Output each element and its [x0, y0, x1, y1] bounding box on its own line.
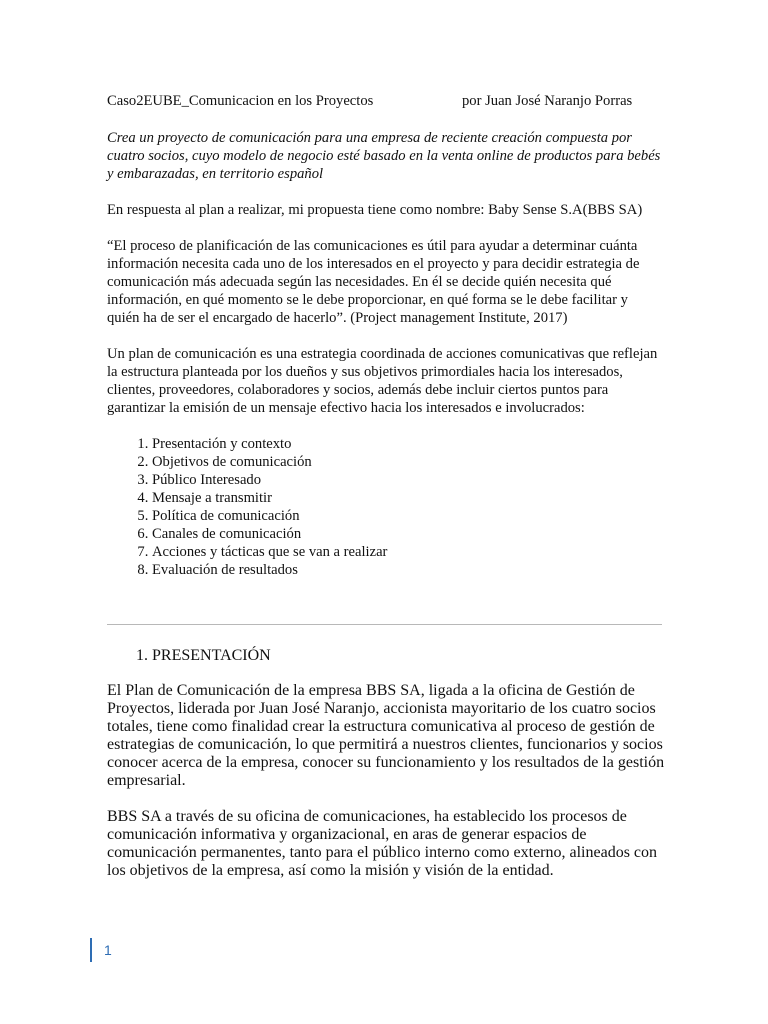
list-item: 7. Acciones y tácticas que se van a realizar — [152, 543, 661, 561]
assignment-prompt: Crea un proyecto de comunicación para una empresa de reciente creación compuesta por cuatro socios, cuyo modelo de negocio esté basado en la venta online de productos para bebés y embarazadas, en territorio español — [107, 130, 661, 182]
section-heading: 1. PRESENTACIÓN — [152, 647, 667, 665]
list-item: 1. Presentación y contexto — [152, 435, 661, 453]
proposal-paragraph: En respuesta al plan a realizar, mi propuesta tiene como nombre: Baby Sense S.A(BBS SA) — [107, 202, 643, 218]
document-title: Caso2EUBE_Comunicacion en los Proyectos — [107, 93, 374, 109]
page-footer — [90, 938, 112, 962]
document-author: por Juan José Naranjo Porras — [462, 93, 633, 109]
plan-points-list — [107, 435, 661, 579]
list-item: 5. Política de comunicación — [152, 507, 661, 525]
list-item: 8. Evaluación de resultados — [152, 561, 661, 579]
quote-paragraph: “El proceso de planificación de las comunicaciones es útil para ayudar a determinar cuánta información necesita cada uno de los interesados en el proyecto y para decidir estrategia de comunicación más adecuada según las necesidades. En él se decide quién necesita qué información, en qué momento se le debe proporcionar, en qué forma se le debe facilitar y quién ha de ser el encargado de hacerlo”. (Project management Institute, 2017) — [107, 238, 640, 326]
list-item: 4. Mensaje a transmitir — [152, 489, 661, 507]
section-divider — [107, 624, 662, 625]
footer-accent-bar — [90, 938, 92, 962]
plan-paragraph: Un plan de comunicación es una estrategia coordinada de acciones comunicativas que reflejan la estructura planteada por los dueños y sus objetivos primordiales hacia los interesados, clientes, proveedores, colaboradores y socios, además debe incluir ciertos puntos para garantizar la emisión de un mensaje efectivo hacia los interesados e involucrados: — [107, 346, 658, 416]
section-paragraph: El Plan de Comunicación de la empresa BBS SA, ligada a la oficina de Gestión de Proyectos, liderada por Juan José Naranjo, accionista mayoritario de los cuatro socios totales, tiene como finalidad crear la estructura comunicativa al proceso de gestión de estrategias de comunicación, lo que permitirá a nuestros clientes, funcionarios y socios conocer acerca de la empresa, conocer su funcionamiento y los resultados de la gestión empresarial. — [107, 682, 665, 789]
presentation-section — [107, 647, 667, 880]
list-item: 6. Canales de comunicación — [152, 525, 661, 543]
page-number: 1 — [104, 942, 112, 958]
list-item: 2. Objetivos de comunicación — [152, 453, 661, 471]
section-heading-list — [107, 647, 667, 665]
document-header — [107, 92, 661, 110]
list-item: 3. Público Interesado — [152, 471, 661, 489]
section-paragraph: BBS SA a través de su oficina de comunicaciones, ha establecido los procesos de comunicación informativa y organizacional, en aras de generar espacios de comunicación permanentes, tanto para el público interno como externo, alineados con los objetivos de la empresa, así como la misión y visión de la entidad. — [107, 808, 658, 879]
